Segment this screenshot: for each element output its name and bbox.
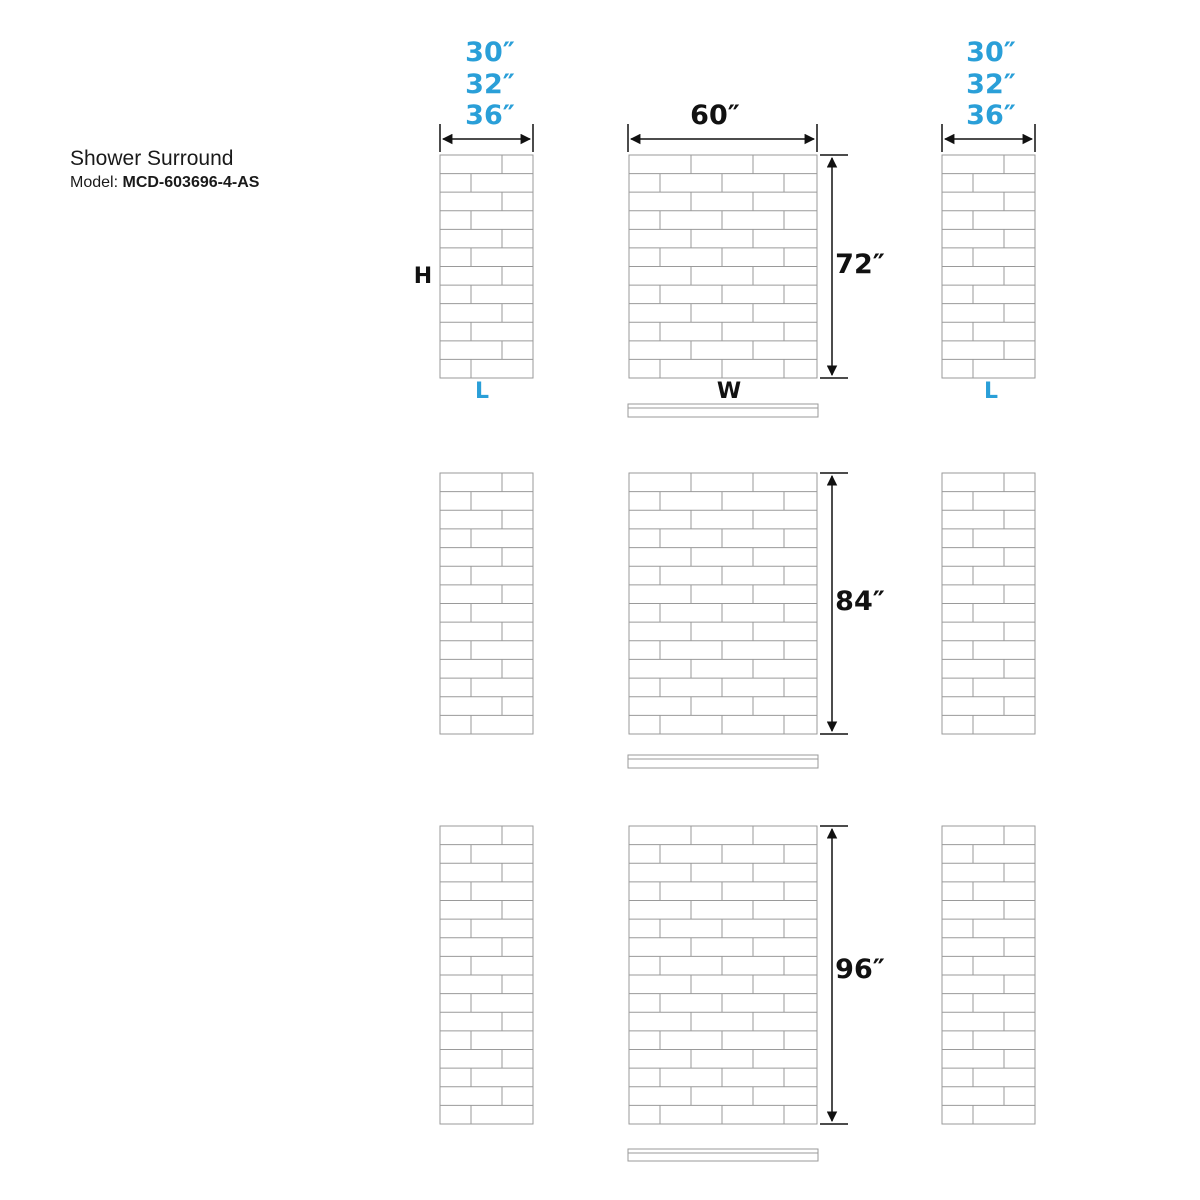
- left-length-option-1: 30″: [465, 37, 515, 68]
- model-number: MCD-603696-4-AS: [122, 174, 260, 191]
- right-length-symbol: L: [983, 379, 999, 404]
- left-length-option-3: 36″: [465, 100, 515, 131]
- height-label-96: 96″: [835, 954, 885, 985]
- left-side-panel-84: [440, 473, 533, 734]
- back-width-label: 60″: [690, 100, 740, 131]
- model-label: Model:: [70, 174, 119, 191]
- right-side-panel-72: [942, 155, 1035, 378]
- right-side-panel-84: [942, 473, 1035, 734]
- left-length-symbol: L: [474, 379, 490, 404]
- height-symbol: H: [413, 264, 433, 289]
- height-label-72: 72″: [835, 249, 885, 280]
- left-side-panel-96: [440, 826, 533, 1124]
- trim-strip-row-3: [628, 1149, 818, 1161]
- height-label-84: 84″: [835, 586, 885, 617]
- left-side-panel-72: [440, 155, 533, 378]
- right-length-option-1: 30″: [966, 37, 1016, 68]
- width-symbol: W: [716, 379, 742, 404]
- back-panel-72: [629, 155, 817, 378]
- trim-strip-row-2: [628, 755, 818, 768]
- right-length-option-2: 32″: [966, 69, 1016, 100]
- back-panel-96: [629, 826, 817, 1124]
- trim-strip-row-1: [628, 404, 818, 417]
- product-title: Shower Surround: [70, 147, 234, 170]
- right-length-option-3: 36″: [966, 100, 1016, 131]
- right-side-panel-96: [942, 826, 1035, 1124]
- back-panel-84: [629, 473, 817, 734]
- left-length-option-2: 32″: [465, 69, 515, 100]
